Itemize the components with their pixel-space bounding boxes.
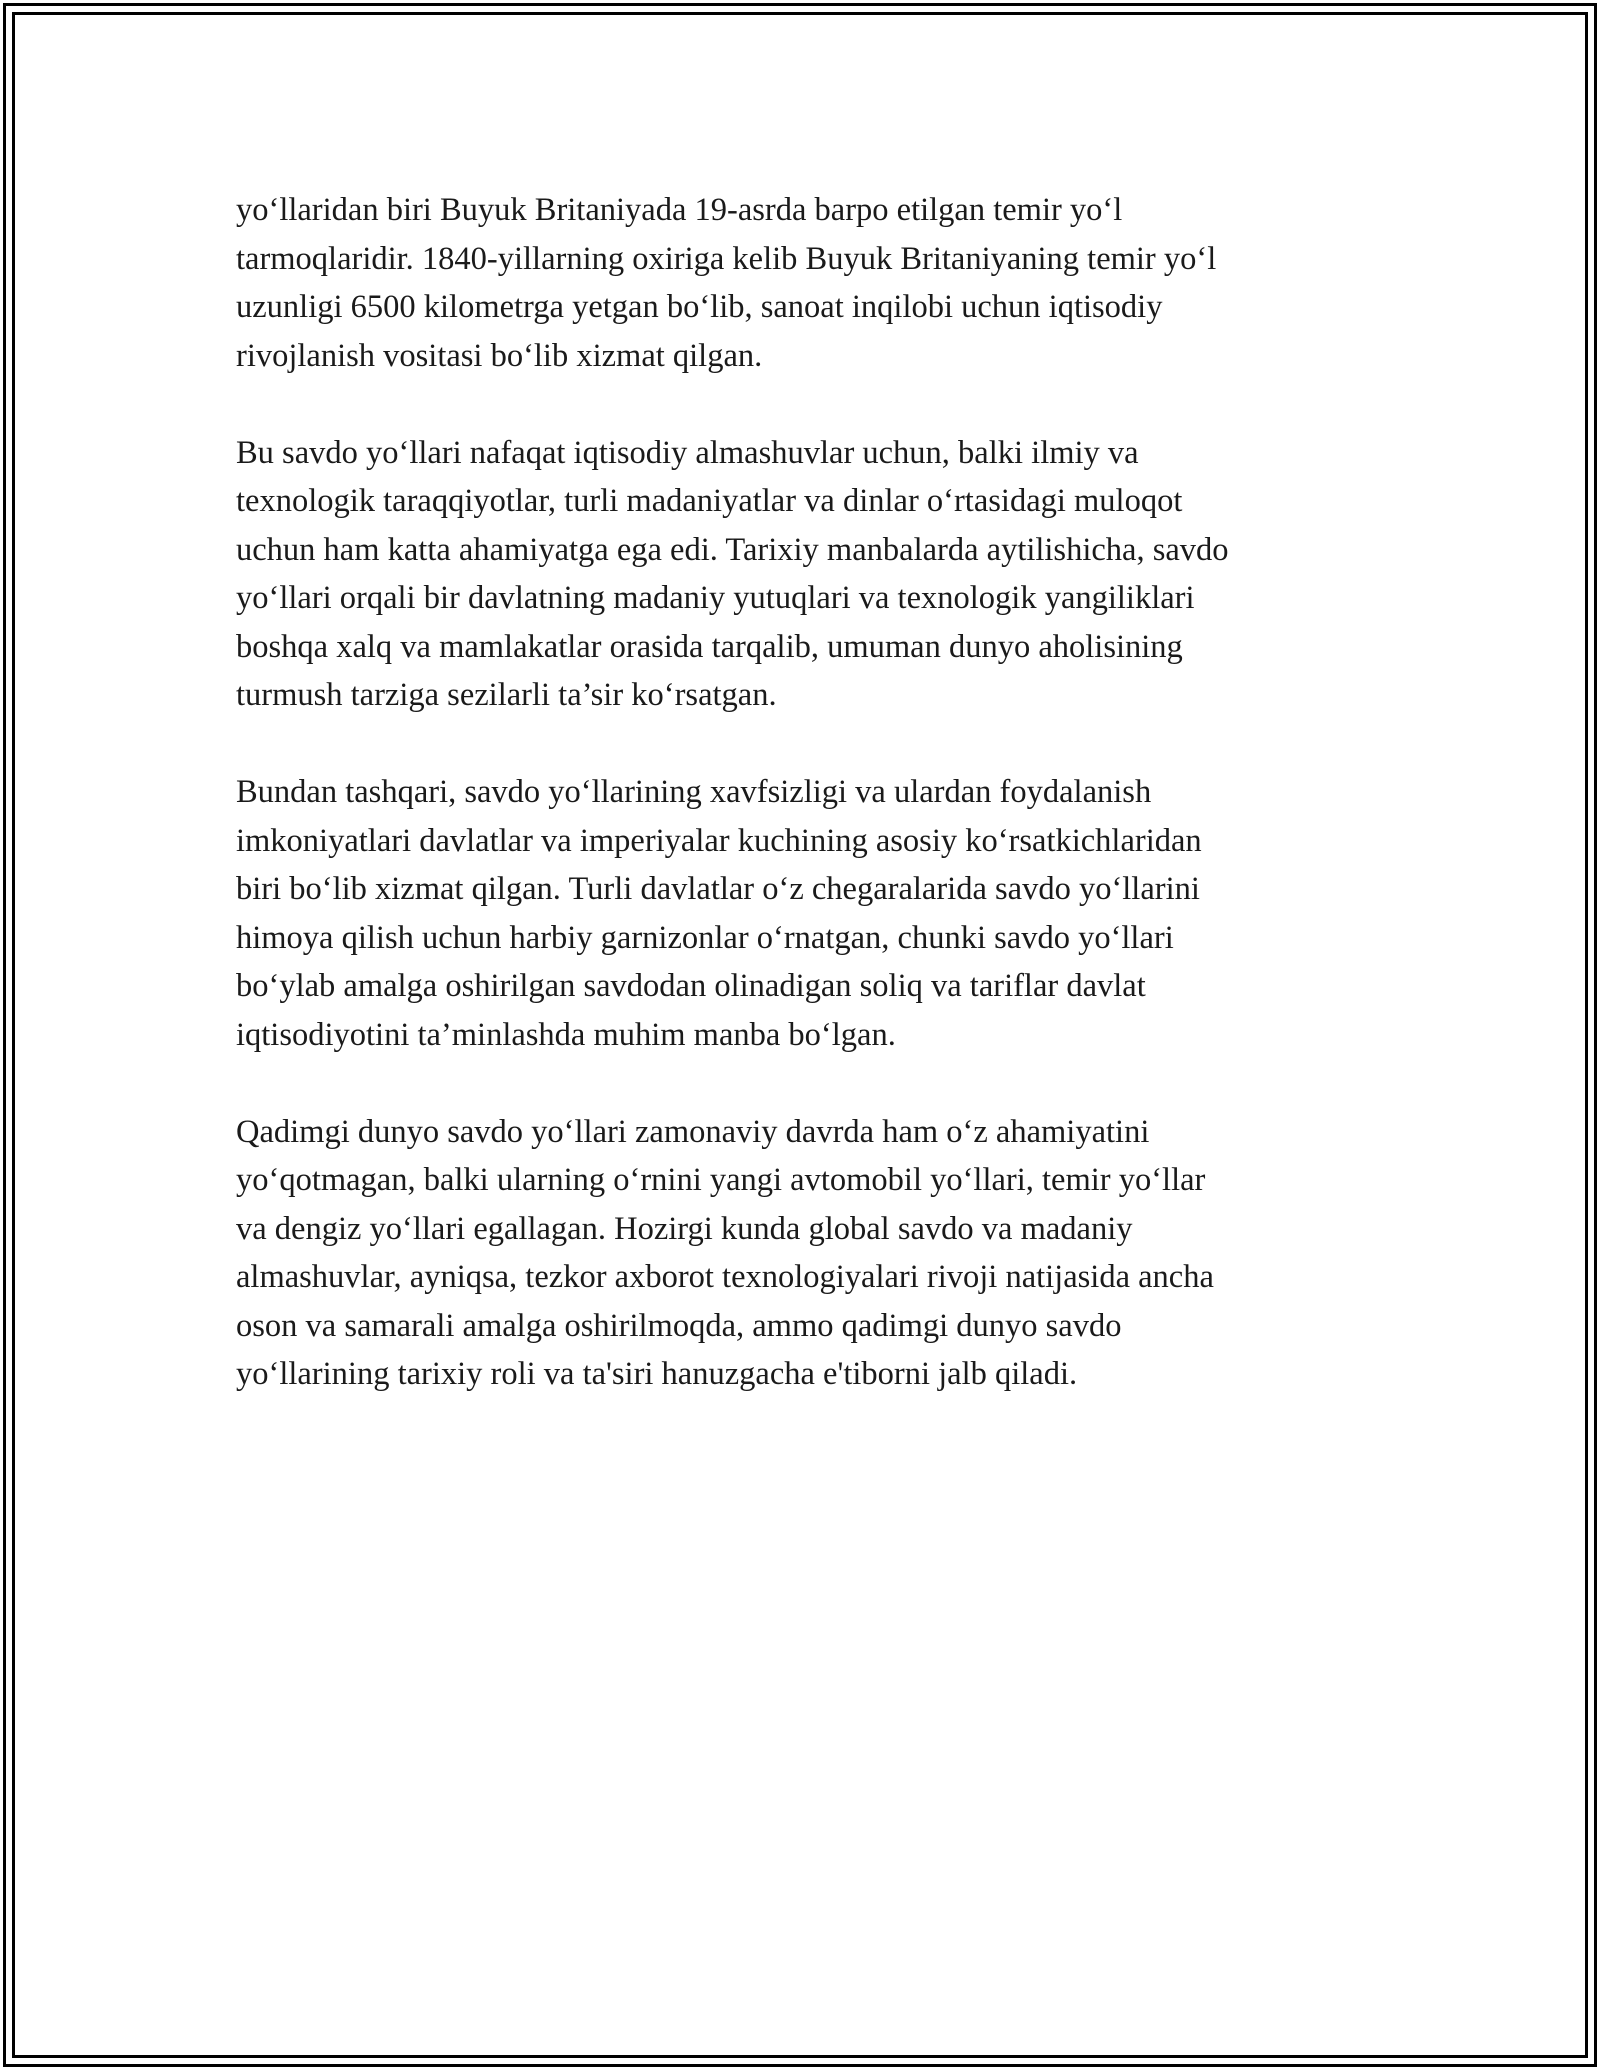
text-line: almashuvlar, ayniqsa, tezkor axborot texnologiyalari rivoji natijasida ancha	[236, 1259, 1214, 1295]
text-line: boshqa xalq va mamlakatlar orasida tarqalib, umuman dunyo aholisining	[236, 628, 1183, 665]
text-line: yo‘llarining tarixiy roli va ta'siri hanuzgacha e'tiborni jalb qiladi.	[236, 1356, 1078, 1392]
text-line: yo‘qotmagan, balki ularning o‘rnini yangi avtomobil yo‘llari, temir yo‘llar	[236, 1162, 1206, 1198]
paragraph-1	[236, 186, 1376, 380]
text-line: uchun ham katta ahamiyatga ega edi. Tarixiy manbalarda aytilishicha, savdo	[236, 531, 1229, 568]
paragraph-3	[236, 768, 1376, 1059]
paragraph-4	[236, 1108, 1376, 1399]
text-line: iqtisodiyotini ta’minlashda muhim manba bo‘lgan.	[236, 1016, 896, 1053]
paragraph-2	[236, 429, 1376, 720]
text-line: turmush tarziga sezilarli ta’sir ko‘rsatgan.	[236, 677, 777, 713]
document-body	[236, 186, 1376, 1447]
text-line: himoya qilish uchun harbiy garnizonlar o‘rnatgan, chunki savdo yo‘llari	[236, 919, 1174, 956]
text-line: yo‘llaridan biri Buyuk Britaniyada 19-asrda barpo etilgan temir yo‘l	[236, 192, 1123, 228]
text-line: tarmoqlaridir. 1840-yillarning oxiriga kelib Buyuk Britaniyaning temir yo‘l	[236, 240, 1217, 277]
text-line: bo‘ylab amalga oshirilgan savdodan olinadigan soliq va tariflar davlat	[236, 968, 1146, 1004]
text-line: Bundan tashqari, savdo yo‘llarining xavfsizligi va ulardan foydalanish	[236, 774, 1152, 810]
text-line: Bu savdo yo‘llari nafaqat iqtisodiy almashuvlar uchun, balki ilmiy va	[236, 434, 1139, 471]
text-line: va dengiz yo‘llari egallagan. Hozirgi kunda global savdo va madaniy	[236, 1210, 1133, 1247]
text-line: Qadimgi dunyo savdo yo‘llari zamonaviy davrda ham o‘z ahamiyatini	[236, 1113, 1150, 1150]
text-line: oson va samarali amalga oshirilmoqda, ammo qadimgi dunyo savdo	[236, 1307, 1122, 1344]
text-line: texnologik taraqqiyotlar, turli madaniyatlar va dinlar o‘rtasidagi muloqot	[236, 483, 1183, 519]
text-line: rivojlanish vositasi bo‘lib xizmat qilgan.	[236, 337, 763, 374]
text-line: yo‘llari orqali bir davlatning madaniy yutuqlari va texnologik yangiliklari	[236, 580, 1195, 616]
text-line: imkoniyatlari davlatlar va imperiyalar kuchining asosiy ko‘rsatkichlaridan	[236, 822, 1202, 859]
text-line: biri bo‘lib xizmat qilgan. Turli davlatlar o‘z chegaralarida savdo yo‘llarini	[236, 871, 1200, 907]
text-line: uzunligi 6500 kilometrga yetgan bo‘lib, sanoat inqilobi uchun iqtisodiy	[236, 289, 1163, 325]
